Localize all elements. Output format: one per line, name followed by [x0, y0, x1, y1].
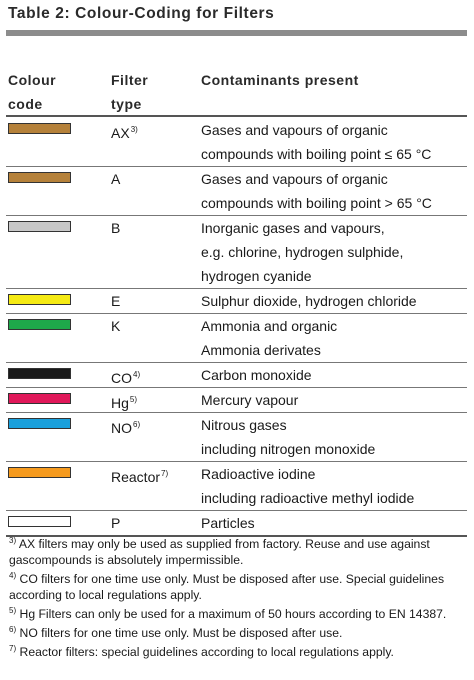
contaminant-line: compounds with boiling point > 65 °C — [201, 195, 432, 211]
filter-type — [111, 167, 120, 191]
filter-type — [111, 388, 137, 415]
footnote-ref: 7) — [161, 469, 169, 478]
contaminant-line: hydrogen cyanide — [201, 268, 312, 284]
footnote-text: Hg Filters can only be used for a maximum of 50 hours according to EN 14387. — [16, 607, 447, 621]
contaminants-cell — [201, 314, 337, 362]
colour-swatch — [8, 123, 71, 134]
contaminants-cell — [201, 216, 403, 288]
table-title: Table 2: Colour-Coding for Filters — [8, 5, 275, 22]
contaminants-cell — [201, 388, 298, 412]
contaminant-line: Inorganic gases and vapours, — [201, 220, 385, 236]
footnote-ref: 5) — [129, 395, 138, 404]
footnote-ref: 6) — [133, 420, 141, 429]
footnote-text: Reactor filters: special guidelines according to local regulations apply. — [16, 645, 394, 659]
contaminant-line: e.g. chlorine, hydrogen sulphide, — [201, 244, 404, 260]
footnote-ref: 3) — [130, 125, 138, 134]
colour-swatch — [8, 221, 71, 232]
header-rule — [6, 115, 467, 117]
footnote-number: 4) — [9, 571, 17, 580]
title-bar — [6, 30, 467, 36]
contaminant-line: Radioactive iodine — [201, 466, 316, 482]
filter-type-label: P — [111, 515, 121, 531]
filter-type-label: E — [111, 293, 121, 309]
filter-type — [111, 511, 120, 535]
colour-swatch — [8, 368, 71, 379]
footnote — [9, 603, 469, 622]
header-contaminants: Contaminants present — [201, 72, 359, 88]
header-filter-type — [111, 68, 148, 116]
contaminants-cell — [201, 413, 375, 461]
contaminant-line: Carbon monoxide — [201, 367, 312, 383]
filter-type — [111, 462, 168, 489]
header-colour-line2: code — [8, 96, 43, 112]
filter-type — [111, 314, 120, 338]
footnote-number: 5) — [9, 606, 17, 615]
filter-type — [111, 118, 138, 145]
contaminant-line: Gases and vapours of organic — [201, 122, 388, 138]
contaminant-line: Mercury vapour — [201, 392, 299, 408]
filter-type — [111, 216, 120, 240]
footnote-text: NO filters for one time use only. Must be disposed after use. — [16, 626, 343, 640]
contaminant-line: compounds with boiling point ≤ 65 °C — [201, 146, 432, 162]
footnote-number: 6) — [9, 625, 17, 634]
header-colour-code — [8, 68, 56, 116]
colour-swatch — [8, 319, 71, 330]
colour-swatch — [8, 516, 71, 527]
filter-type-label: CO — [111, 370, 132, 386]
header-colour-line1: Colour — [8, 72, 57, 88]
contaminant-line: Gases and vapours of organic — [201, 171, 388, 187]
footnote-number: 7) — [9, 644, 17, 653]
contaminants-cell — [201, 167, 432, 215]
footnote-ref: 4) — [133, 370, 141, 379]
colour-swatch — [8, 294, 71, 305]
filter-type-label: B — [111, 220, 121, 236]
header-filter-line1: Filter — [111, 72, 149, 88]
filter-type-label: AX — [111, 125, 130, 141]
contaminant-line: including nitrogen monoxide — [201, 441, 376, 457]
filter-type-label: Reactor — [111, 469, 161, 485]
filter-type — [111, 363, 140, 390]
footnote-number: 3) — [9, 536, 17, 545]
footnote-text: AX filters may only be used as supplied from factory. Reuse and use against gascompounds is absolutely impermissible. — [9, 537, 430, 567]
footnote — [9, 641, 469, 660]
contaminant-line: Nitrous gases — [201, 417, 287, 433]
contaminants-cell — [201, 462, 414, 510]
footnote — [9, 533, 469, 568]
filter-type-label: NO — [111, 420, 132, 436]
header-filter-line2: type — [111, 96, 142, 112]
footnote — [9, 622, 469, 641]
contaminant-line: including radioactive methyl iodide — [201, 490, 415, 506]
contaminants-cell — [201, 289, 417, 313]
filter-type — [111, 289, 120, 313]
filter-type-label: Hg — [111, 395, 129, 411]
colour-swatch — [8, 467, 71, 478]
contaminant-line: Particles — [201, 515, 255, 531]
filter-type-label: K — [111, 318, 121, 334]
filter-type — [111, 413, 140, 440]
footnote-text: CO filters for one time use only. Must be disposed after use. Special guidelines according to local regulations apply. — [9, 572, 445, 602]
contaminant-line: Ammonia and organic — [201, 318, 338, 334]
contaminants-cell — [201, 118, 431, 166]
filter-type-label: A — [111, 171, 121, 187]
contaminant-line: Sulphur dioxide, hydrogen chloride — [201, 293, 417, 309]
colour-swatch — [8, 418, 71, 429]
contaminant-line: Ammonia derivates — [201, 342, 321, 358]
contaminants-cell — [201, 511, 255, 535]
colour-swatch — [8, 172, 71, 183]
footnote — [9, 568, 469, 603]
contaminants-cell — [201, 363, 312, 387]
colour-swatch — [8, 393, 71, 404]
